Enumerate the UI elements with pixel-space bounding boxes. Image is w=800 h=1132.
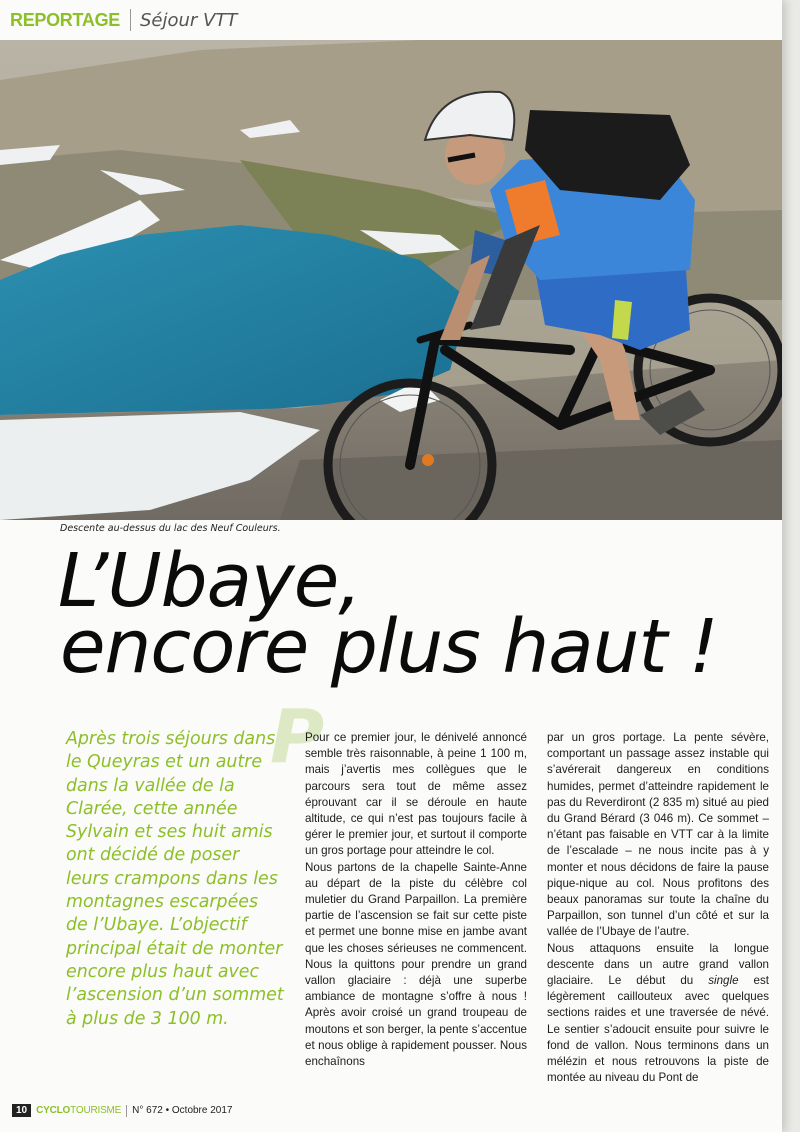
header-divider bbox=[130, 9, 131, 31]
article-title bbox=[58, 538, 718, 690]
article-lead: Après trois séjours dans le Queyras et un autre dans la vallée de la Clarée, cette année Sylvain et ses huit amis ont décidé de poser leurs crampons dans les montagnes escarpées de l’Ubaye. L’objectif principal était de monter encore plus haut avec l’ascension d’un sommet à plus de 3 100 m. bbox=[66, 729, 284, 1029]
text-run: Nous attaquons ensuite la longue descente dans un autre grand vallon glaciaire. Le début du bbox=[547, 941, 769, 988]
photo-caption: Descente au-dessus du lac des Neuf Couleurs. bbox=[60, 523, 281, 534]
title-line-1: L’Ubaye, bbox=[58, 538, 361, 624]
section-rubric: REPORTAGE bbox=[10, 9, 120, 30]
mountain-biker-illustration bbox=[0, 40, 782, 520]
section-subrubric: Séjour VTT bbox=[139, 9, 238, 31]
title-line-2: encore plus haut ! bbox=[60, 604, 718, 690]
paragraph bbox=[547, 941, 769, 1087]
page-header bbox=[0, 0, 782, 40]
page-footer bbox=[12, 1104, 232, 1117]
hero-photo bbox=[0, 40, 782, 520]
italic-term: single bbox=[708, 974, 739, 988]
magazine-name-part-2: TOURISME bbox=[70, 1105, 122, 1116]
body-column-1 bbox=[305, 730, 527, 1070]
paragraph: Nous partons de la chapelle Sainte-Anne au départ de la piste du célèbre col muletier du Grand Parpaillon. La première partie de l’ascension se fait sur cette piste et permet une bonne mise en jambe avant que les choses sérieuses ne commencent. Nous la quittons pour prendre un grand vallon glaciaire : déjà une superbe ambiance de montagne s’offre à nous ! Après avoir croisé un grand troupeau de moutons et son berger, la pente s’accentue et nous oblige à rapidement pousser. Nous enchaînons bbox=[305, 860, 527, 1069]
text-run: est légèrement caillouteux avec quelques sections raides et une traversée de névé. Le sentier s’adoucit ensuite pour suivre le fond de vallon. Nous terminons dans un mélézin et nous retrouvons la piste de montée au niveau du Pont de bbox=[547, 974, 770, 1085]
footer-divider bbox=[126, 1105, 127, 1117]
paragraph: par un gros portage. La pente sévère, comportant un passage assez instable qui s’avérerait dangereux en conditions humides, permet d’atteindre rapidement le pas du Reverdiront (2 835 m) situé au pied du Grand Bérard (3 046 m). Ce sommet – n’étant pas faisable en VTT car à la limite de l’escalade – ne nous incite pas à y monter et nous décidons de faire la pause pique-nique au col. Nous profitons des beaux panoramas sur toute la chaîne du Parpaillon, son tunnel d’un côté et sur la vallée de l’Ubaye de l’autre. bbox=[547, 731, 769, 939]
body-column-2 bbox=[547, 730, 769, 1086]
issue-info: N° 672 • Octobre 2017 bbox=[132, 1105, 233, 1116]
drop-cap-letter: P bbox=[270, 694, 325, 780]
magazine-name-part-1: CYCLO bbox=[36, 1105, 71, 1116]
page-number: 10 bbox=[12, 1104, 31, 1117]
paragraph: Pour ce premier jour, le dénivelé annoncé semble très raisonnable, à peine 1 100 m, mais j’avertis mes collègues que le parcours sera tout de même assez éprouvant car il se déroule en haute altitude, ce qui n’est pas toujours facile à gérer le premier jour, et surtout il comporte un gros portage pour atteindre le col. bbox=[305, 731, 527, 858]
